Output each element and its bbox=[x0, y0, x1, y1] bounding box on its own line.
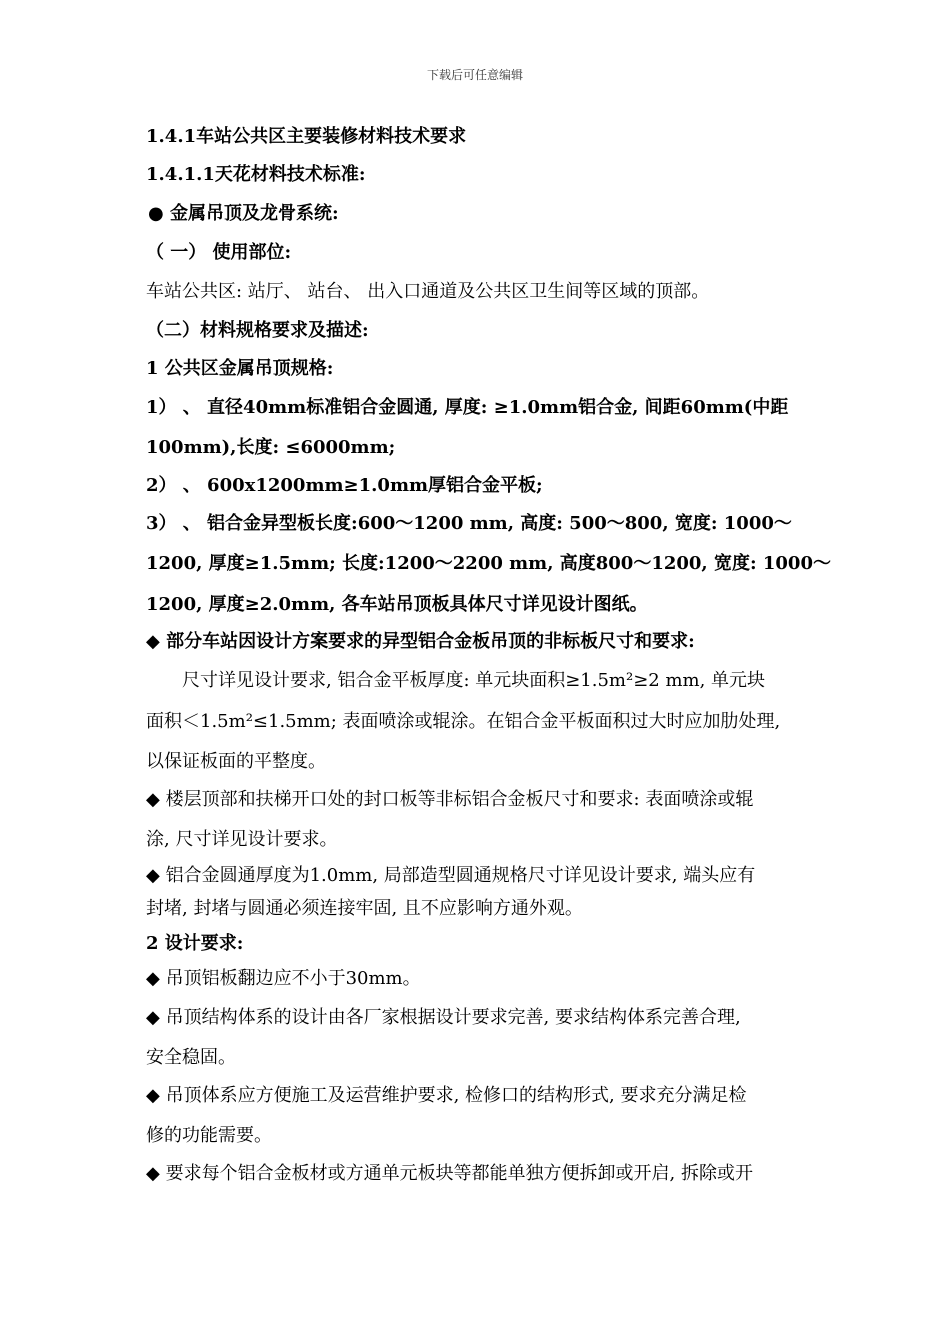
item-heading: 2 设计要求: bbox=[146, 933, 244, 954]
spec-line: 1） 、 直径40mm标准铝合金圆通, 厚度: ≥1.0mm铝合金, 间距60mm(中距 bbox=[146, 397, 789, 418]
paragraph-line: 以保证板面的平整度。 bbox=[146, 751, 326, 772]
paragraph-line: 尺寸详见设计要求, 铝合金平板厚度: 单元块面积≥1.5m²≥2 mm, 单元块 bbox=[182, 670, 766, 691]
bullet-line: ◆ 要求每个铝合金板材或方通单元板块等都能单独方便拆卸或开启, 拆除或开 bbox=[146, 1163, 754, 1184]
bullet-line: ◆ 铝合金圆通厚度为1.0mm, 局部造型圆通规格尺寸详见设计要求, 端头应有 bbox=[146, 865, 756, 886]
spec-line: 3） 、 铝合金异型板长度:600～1200 mm, 高度: 500～800, 宽度: 1000～ bbox=[146, 513, 792, 534]
subsection-heading: 1.4.1.1天花材料技术标准: bbox=[146, 164, 366, 185]
section-heading: 1.4.1车站公共区主要装修材料技术要求 bbox=[146, 126, 467, 147]
part-heading: （ 一） 使用部位: bbox=[146, 242, 292, 263]
bullet-heading: ◆ 部分车站因设计方案要求的异型铝合金板吊顶的非标板尺寸和要求: bbox=[146, 631, 695, 652]
spec-line: 1200, 厚度≥1.5mm; 长度:1200～2200 mm, 高度800～1200, 宽度: 1000～ bbox=[146, 553, 831, 574]
bullet-line: ◆ 吊顶铝板翻边应不小于30mm。 bbox=[146, 968, 421, 989]
paragraph-line: 修的功能需要。 bbox=[146, 1125, 272, 1146]
bullet-line: ◆ 吊顶体系应方便施工及运营维护要求, 检修口的结构形式, 要求充分满足检 bbox=[146, 1085, 747, 1106]
bullet-line: ◆ 楼层顶部和扶梯开口处的封口板等非标铝合金板尺寸和要求: 表面喷涂或辊 bbox=[146, 789, 754, 810]
bullet-heading: ● 金属吊顶及龙骨系统: bbox=[148, 203, 339, 224]
spec-line: 100mm),长度: ≤6000mm; bbox=[146, 437, 396, 458]
bullet-line: ◆ 吊顶结构体系的设计由各厂家根据设计要求完善, 要求结构体系完善合理, bbox=[146, 1007, 741, 1028]
paragraph-line: 涂, 尺寸详见设计要求。 bbox=[146, 829, 338, 850]
item-heading: 1 公共区金属吊顶规格: bbox=[146, 358, 334, 379]
part-heading: （二）材料规格要求及描述: bbox=[146, 320, 369, 341]
paragraph-line: 面积＜1.5m²≤1.5mm; 表面喷涂或辊涂。在铝合金平板面积过大时应加肋处理, bbox=[146, 711, 781, 732]
paragraph-line: 车站公共区: 站厅、 站台、 出入口通道及公共区卫生间等区域的顶部。 bbox=[146, 281, 710, 302]
page-header: 下载后可任意编辑 bbox=[426, 68, 523, 82]
spec-line: 1200, 厚度≥2.0mm, 各车站吊顶板具体尺寸详见设计图纸。 bbox=[146, 594, 648, 615]
spec-line: 2） 、 600x1200mm≥1.0mm厚铝合金平板; bbox=[146, 475, 543, 496]
paragraph-line: 封堵, 封堵与圆通必须连接牢固, 且不应影响方通外观。 bbox=[146, 898, 583, 919]
paragraph-line: 安全稳固。 bbox=[146, 1047, 236, 1068]
